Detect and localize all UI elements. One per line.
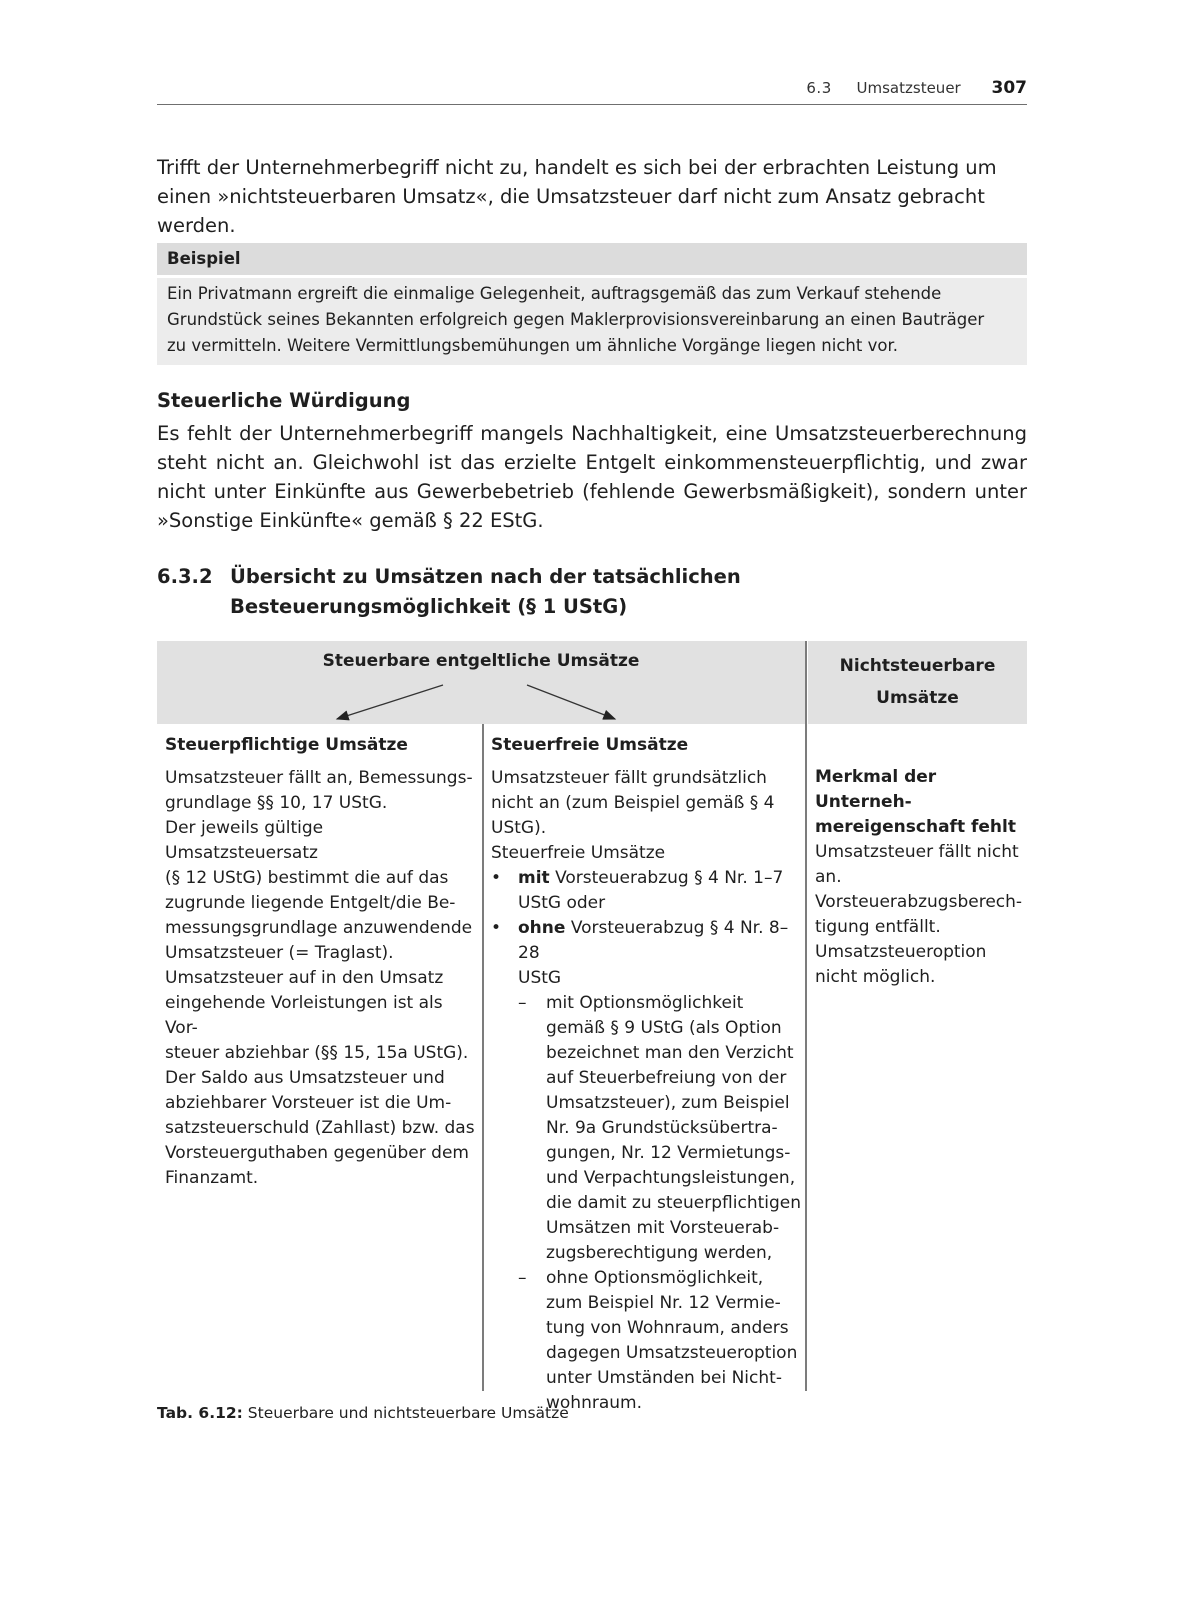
example-line: zu vermitteln. Weitere Vermittlungsbemühungen um ähnliche Vorgänge liegen nicht vor. (167, 336, 898, 355)
group-header-title: Steuerbare entgeltliche Umsätze (322, 651, 640, 671)
list-item: • ohne Vorsteuerabzug § 4 Nr. 8–28 UStG – mit Optionsmöglichkeit gemäß § 9 UStG (als Option bezeichnet man den Verzicht auf Steuerbefreiung von der Umsatzsteuer), zum Beispiel Nr. 9a Grundstücksübertra- gungen, Nr. 12 Vermietungs- und Verpachtungsleistungen, die damit zu steuerpflichtigen Umsätzen mit Vorsteuerab- zugsberechtigung werden, – ohne Optionsmöglichkeit, zum Beispiel Nr. 12 Vermie- tung von Wohnraum, anders dagegen Umsatzsteueroption unter Umständen bei Nicht- wohnraum. (491, 916, 801, 1416)
column-text: Merkmal der Unterneh- mereigenschaft fehlt Umsatzsteuer fällt nicht an. Vorsteuerabzugsberech- tigung entfällt. Umsatzsteueroption nicht möglich. (815, 767, 1023, 987)
right-header-line: Nichtsteuerbare (839, 656, 996, 676)
column-tax-exempt (491, 733, 801, 1416)
caption-label: Tab. 6.12: (157, 1404, 243, 1422)
assessment-paragraph: Es fehlt der Unternehmerbegriff mangels Nachhaltigkeit, eine Umsatzsteuerberechnung steht nicht an. Gleichwohl ist das erzielte Entgelt einkommensteuerpflichtig, und zwar nicht unter Einkünfte aus Gewerbebetrieb (fehlende Gewerbsmäßigkeit), sondern unter »Sonstige Einkünfte« gemäß § 22 EStG. (157, 422, 1027, 532)
example-box (157, 243, 1027, 365)
sub-list (518, 991, 801, 1416)
column-heading: Steuerpflichtige Umsätze (165, 735, 408, 755)
list-item: • mit Vorsteuerabzug § 4 Nr. 1–7 UStG oder (491, 868, 784, 913)
section-title: Übersicht zu Umsätzen nach der tatsächlichen Besteuerungsmöglichkeit (§ 1 UStG) (230, 565, 741, 618)
sub-list-item: – ohne Optionsmöglichkeit, zum Beispiel Nr. 12 Vermie- tung von Wohnraum, anders dagegen Umsatzsteueroption unter Umständen bei Nicht- wohnraum. (518, 1268, 798, 1413)
example-line: Ein Privatmann ergreift die einmalige Gelegenheit, auftragsgemäß das zum Verkauf stehende (167, 284, 942, 303)
page-number: 307 (991, 78, 1027, 98)
bullet-icon: • (491, 868, 502, 888)
running-head-right (806, 78, 1027, 98)
table-caption (157, 1404, 569, 1422)
caption-text: Steuerbare und nichtsteuerbare Umsätze (242, 1404, 569, 1422)
running-head-section: 6.3 (806, 79, 832, 97)
column-non-taxable (815, 765, 1025, 990)
assessment-heading: Steuerliche Würdigung (157, 389, 411, 412)
dash-icon: – (518, 993, 527, 1013)
arrow-left-icon (337, 685, 443, 719)
column-divider (805, 641, 807, 1391)
column-divider (482, 724, 484, 1391)
column-text: Umsatzsteuer fällt grundsätzlich nicht an (zum Beispiel gemäß § 4 UStG). Steuerfreie Umsätze (491, 768, 775, 863)
column-heading: Steuerfreie Umsätze (491, 735, 689, 755)
table-right-header (808, 641, 1027, 724)
section-heading (157, 562, 1027, 622)
example-label: Beispiel (157, 243, 1027, 278)
bullet-icon: • (491, 918, 502, 938)
exempt-list (491, 866, 801, 1416)
column-taxable (165, 733, 475, 1191)
running-head (157, 76, 1027, 105)
column-text: Umsatzsteuer fällt an, Bemessungs- grundlage §§ 10, 17 UStG. Der jeweils gültige Umsatzsteuersatz (§ 12 UStG) bestimmt die auf das zugrunde liegende Entgelt/die Be- messungsgrundlage anzuwendende Umsatzsteuer (= Traglast). Umsatzsteuer auf in den Umsatz eingehende Vorleistungen ist als Vor- steuer abziehbar (§§ 15, 15a UStG). Der Saldo aus Umsatzsteuer und abziehbarer Vorsteuer ist die Um- satzsteuerschuld (Zahllast) bzw. das Vorsteuerguthaben gegenüber dem Finanzamt. (165, 768, 475, 1188)
table-group-header (157, 641, 805, 724)
right-header-line: Umsätze (876, 688, 959, 708)
running-head-title: Umsatzsteuer (856, 79, 961, 97)
arrow-right-icon (527, 685, 615, 719)
example-text (157, 278, 1027, 365)
sub-list-item: – mit Optionsmöglichkeit gemäß § 9 UStG (als Option bezeichnet man den Verzicht auf Steuerbefreiung von der Umsatzsteuer), zum Beispiel Nr. 9a Grundstücksübertra- gungen, Nr. 12 Vermietungs- und Verpachtungsleistungen, die damit zu steuerpflichtigen Umsätzen mit Vorsteuerab- zugsberechtigung werden, (518, 993, 801, 1263)
example-line: Grundstück seines Bekannten erfolgreich gegen Maklerprovisionsvereinbarung an einen Bauträger (167, 310, 985, 329)
dash-icon: – (518, 1268, 527, 1288)
split-arrows-icon (157, 641, 805, 724)
intro-paragraph: Trifft der Unternehmerbegriff nicht zu, handelt es sich bei der erbrachten Leistung um einen »nichtsteuerbaren Umsatz«, die Umsatzsteuer darf nicht zum Ansatz gebracht werden. (157, 156, 997, 237)
section-number: 6.3.2 (157, 565, 213, 588)
